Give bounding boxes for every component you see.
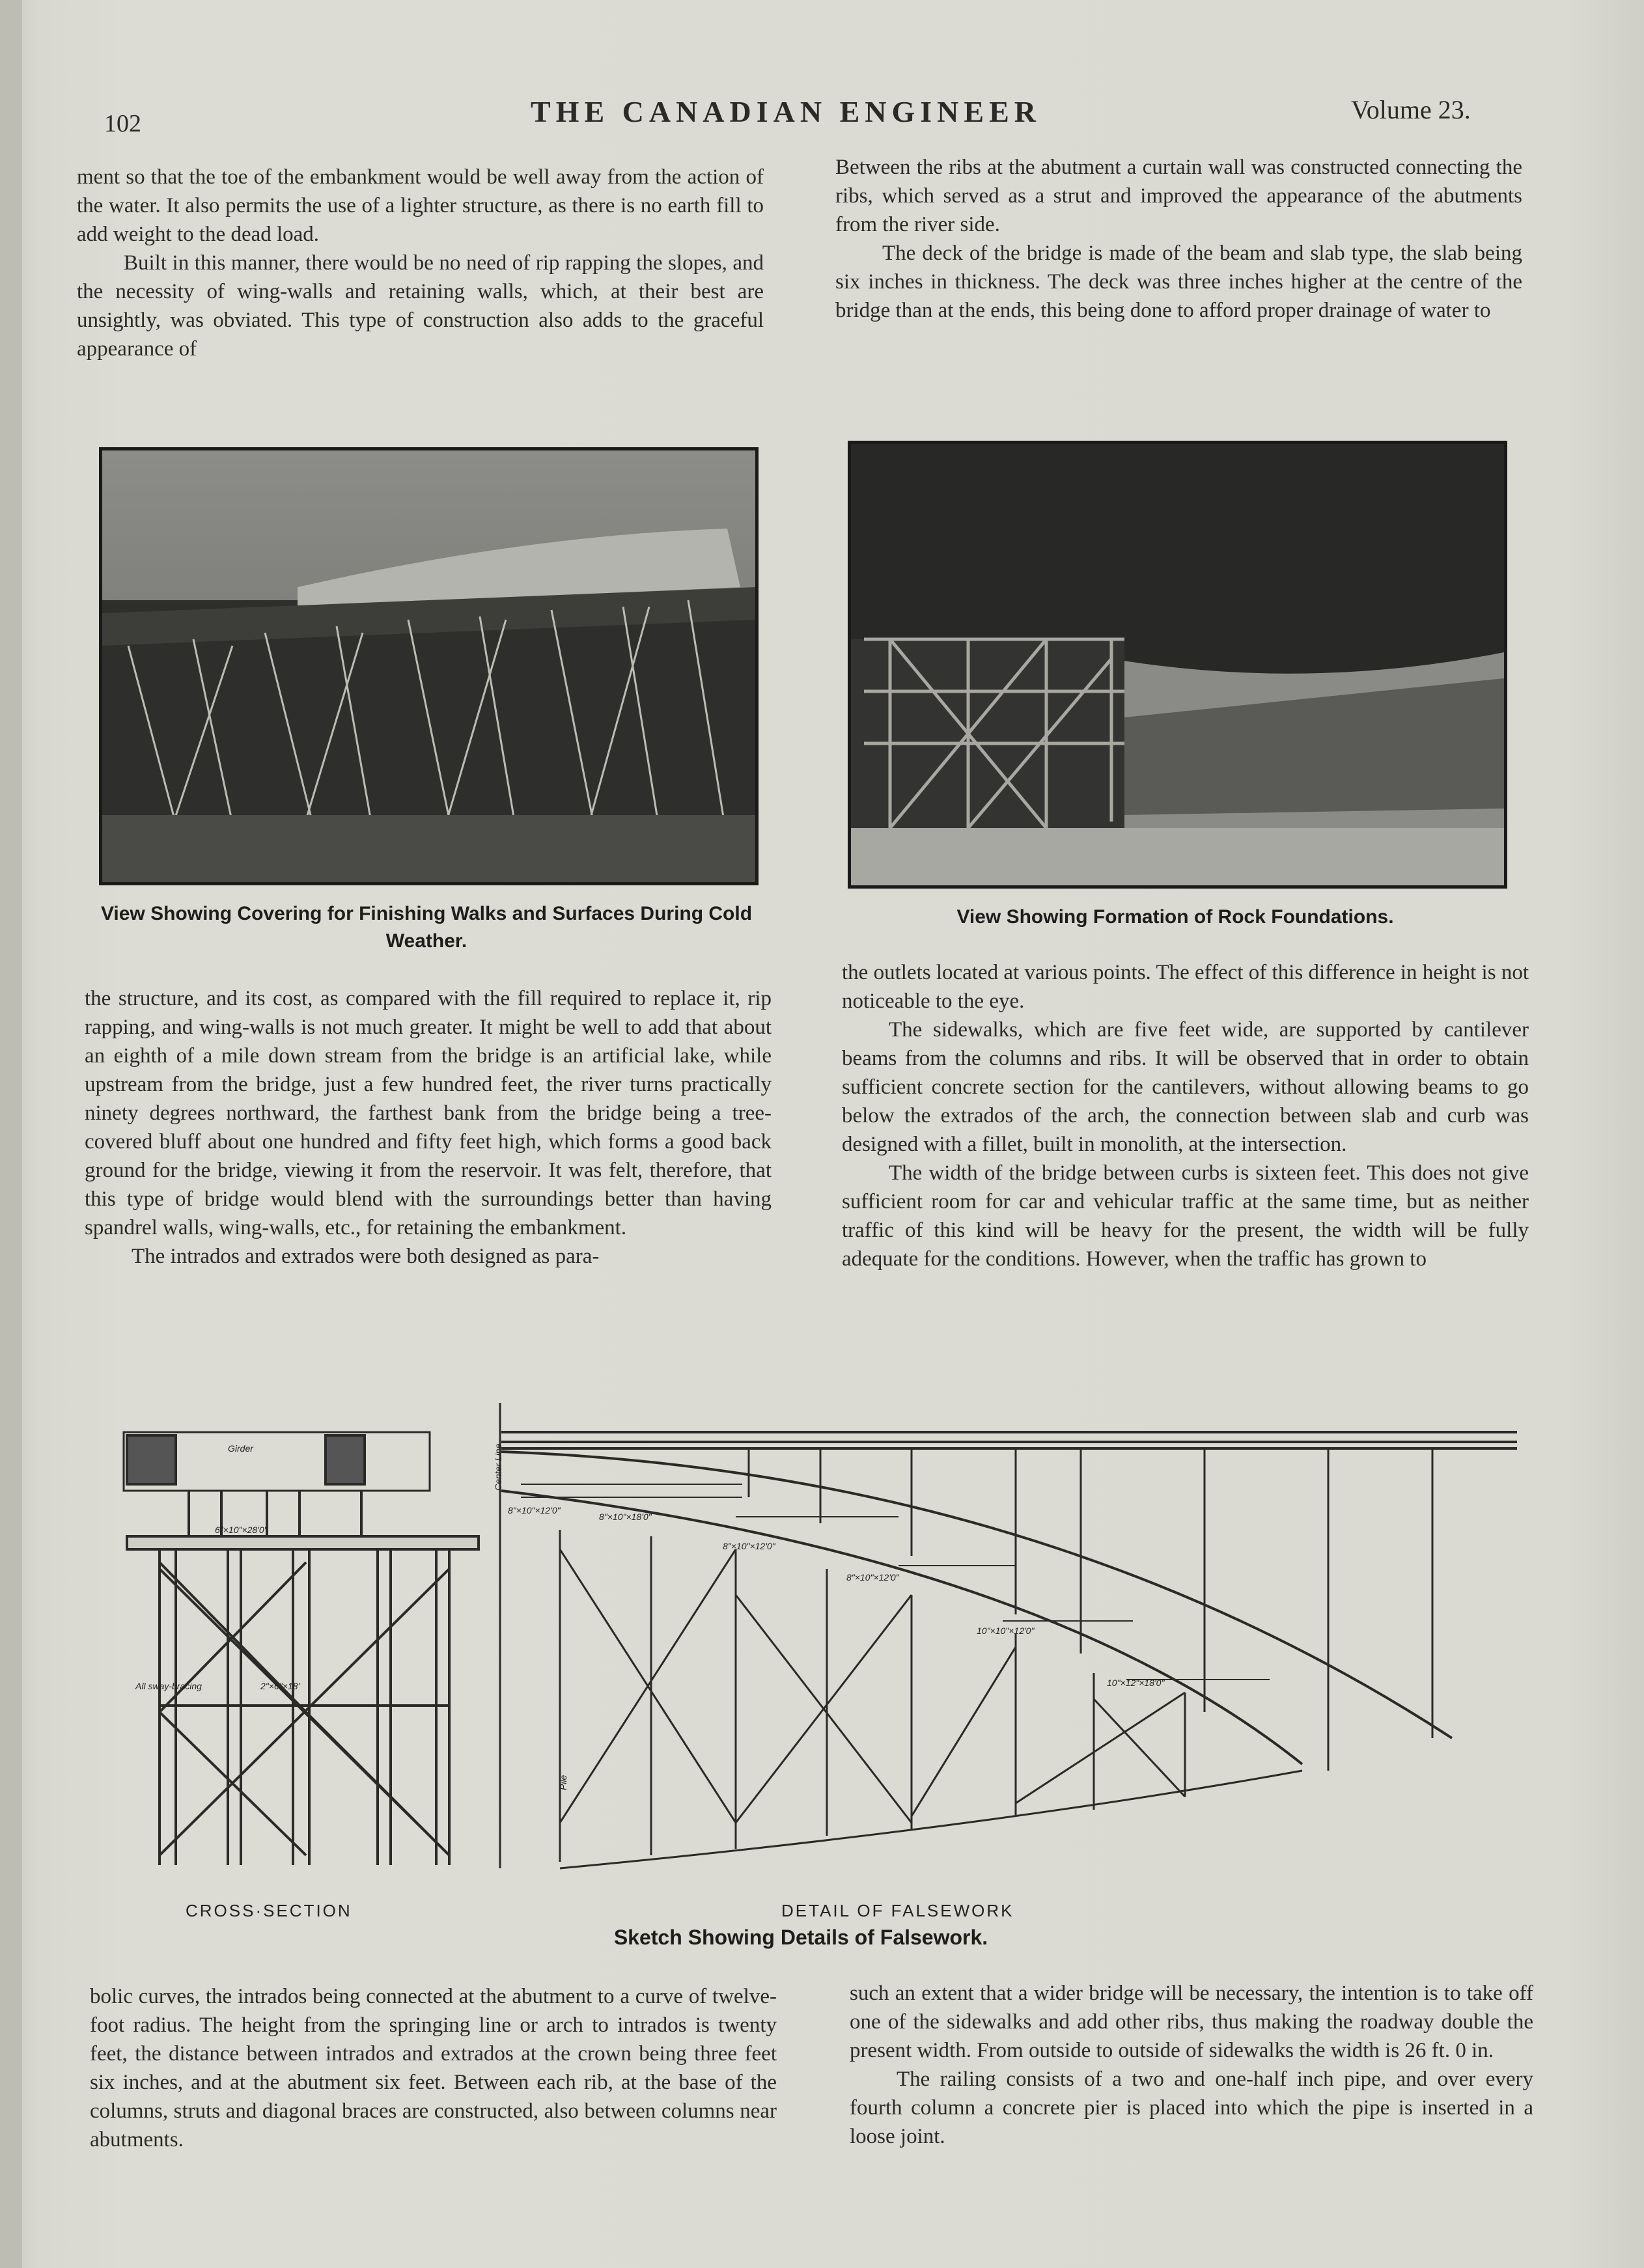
label-center-line: Center Line xyxy=(493,1443,503,1491)
paragraph: The railing consists of a two and one-half inch pipe, and over every fourth column a concrete pier is placed into which the pipe is inserted in a loose joint. xyxy=(850,2067,1533,2148)
caption-photo-left: View Showing Covering for Finishing Walks and Surfaces During Cold Weather. xyxy=(100,903,753,952)
label-cross-section: CROSS·SECTION xyxy=(186,1901,352,1920)
label-dim-4: 8"×10"×12'0" xyxy=(846,1572,899,1583)
paragraph: Between the ribs at the abutment a curtain wall was constructed connecting the ribs, which served as a strut and improved the appearance of the abutments from the river side. xyxy=(835,156,1522,236)
text-mid-right xyxy=(842,958,1529,1273)
label-cap-size: 6"×10"×28'0" xyxy=(215,1525,268,1535)
label-dim-6: 10"×12"×18'0" xyxy=(1107,1678,1165,1688)
label-dim-5: 10"×10"×12'0" xyxy=(977,1625,1035,1636)
paragraph: The width of the bridge between curbs is sixteen feet. This does not give sufficient room for car and vehicular traffic at the same time, but as neither traffic of this kind will be heavy for the present, the width will be fully adequate for the conditions. However, when the traffic has grown to xyxy=(842,1161,1529,1271)
page-edge xyxy=(0,0,22,2268)
paragraph: The deck of the bridge is made of the beam and slab type, the slab being six inches in thickness. The deck was three inches higher at the centre of the bridge than at the ends, this being done to afford proper drainage of water to xyxy=(835,242,1522,322)
label-sway-bracing: All sway-bracing xyxy=(135,1681,202,1691)
paragraph: bolic curves, the intrados being connected at the abutment to a curve of twelve-foot radius. The height from the springing line or arch to intrados is twenty feet, the distance between intrados and extrados at the crown being three feet six inches, and at the abutment six feet. Between each rib, at the base of the columns, struts and diagonal braces are constructed, also between columns near abutments. xyxy=(90,1985,777,2151)
paragraph: the outlets located at various points. The effect of this difference in height is not noticeable to the eye. xyxy=(842,961,1529,1013)
text-mid-left xyxy=(85,984,772,1271)
paragraph: The sidewalks, which are five feet wide, are supported by cantilever beams from the columns and ribs. It will be observed that in order to obtain sufficient concrete section for the cantilevers, without allowing beams to go below the extrados of the arch, the connection between slab and curb was designed with a fillet, built in monolith, at the intersection. xyxy=(842,1018,1529,1156)
page-number: 102 xyxy=(104,110,141,137)
text-bottom-left xyxy=(90,1982,777,2154)
label-dim-3: 8"×10"×12'0" xyxy=(723,1541,775,1551)
photo-covering-walks xyxy=(99,447,759,885)
text-top-right xyxy=(835,153,1522,325)
label-pile: Pile xyxy=(558,1775,568,1790)
caption-photo-right: View Showing Formation of Rock Foundations. xyxy=(956,906,1394,928)
volume-label: Volume 23. xyxy=(1351,95,1471,124)
paragraph: ment so that the toe of the embankment would be well away from the action of the water. It also permits the use of a lighter structure, as there is no earth fill to add weight to the dead load. xyxy=(77,165,764,246)
label-detail-falsework: DETAIL OF FALSEWORK xyxy=(781,1901,1014,1920)
paragraph: Built in this manner, there would be no need of rip rapping the slopes, and the necessity of wing-walls and retaining walls, which, at their best are unsightly, was obviated. This type of construction also adds to the graceful appearance of xyxy=(77,251,764,361)
label-girder: Girder xyxy=(228,1443,253,1454)
label-dim-1: 8"×10"×12'0" xyxy=(508,1505,561,1515)
text-top-left xyxy=(77,163,764,363)
journal-title: THE CANADIAN ENGINEER xyxy=(531,95,1041,128)
caption-diagram: Sketch Showing Details of Falsework. xyxy=(613,1926,988,1949)
photo-rock-foundations xyxy=(848,441,1507,889)
paragraph: The intrados and extrados were both designed as para- xyxy=(132,1245,600,1268)
cross-section-drawing xyxy=(124,1432,479,1865)
paragraph: such an extent that a wider bridge will be necessary, the intention is to take off one of the sidewalks and add other ribs, thus making the roadway double the present width. From outside to outside of sidewalks the width is 26 ft. 0 in. xyxy=(850,1982,1533,2062)
text-bottom-right xyxy=(850,1979,1533,2151)
paragraph: the structure, and its cost, as compared with the fill required to replace it, rip rapping, and wing-walls is not much greater. It might be well to add that about an eighth of a mile down stream from the bridge is an artificial lake, while upstream from the bridge, just a few hundred feet, the river turns practically ninety degrees northward, the farthest bank from the bridge being a tree-covered bluff about one hundred and fifty feet high, which forms a good back ground for the bridge, viewing it from the reservoir. It was felt, therefore, that this type of bridge would blend with the surroundings better than having spandrel walls, wing-walls, etc., for retaining the embankment. xyxy=(85,987,772,1239)
label-bracing-size: 2"×6"×18' xyxy=(260,1681,300,1691)
falsework-diagram xyxy=(65,1400,1530,1894)
label-dim-2: 8"×10"×18'0" xyxy=(599,1512,652,1522)
